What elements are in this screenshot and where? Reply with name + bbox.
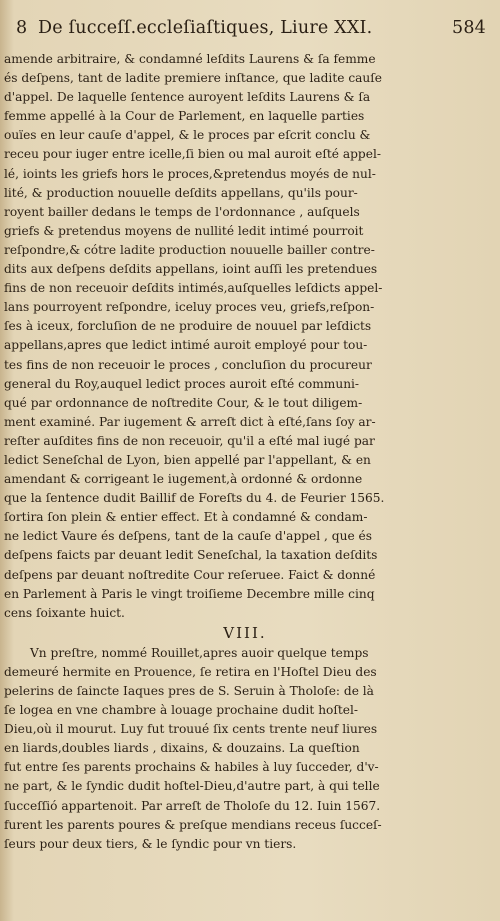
text-line: amendant & corrigeant le iugement,à ordonné & ordonne <box>4 472 363 487</box>
page-body <box>4 50 486 854</box>
text-line: és deſpens, tant de ladite premiere inſtance, que ladite cauſe <box>4 71 382 86</box>
text-line: ſucceſſió appartenoit. Par arreſt de Tholoſe du 12. Iuin 1567. <box>4 798 381 813</box>
text-line: fut entre ſes parents prochains & habiles à luy ſucceder, d'v- <box>4 760 379 775</box>
text-line: demeuré hermite en Prouence, ſe retira en l'Hoſtel Dieu des <box>4 664 377 679</box>
text-line: Dieu,où il mourut. Luy fut trouué ſix cents trente neuf liures <box>4 722 378 737</box>
text-line: griefs & pretendus moyens de nullité ledit intimé pourroit <box>4 223 364 238</box>
text-line: en Parlement à Paris le vingt troiſieme Decembre mille cinq <box>4 586 375 601</box>
text-line: qué par ordonnance de noſtredite Cour, & le tout diligem- <box>4 395 363 410</box>
running-title: De ſucceſſ.eccleſiaſtiques, Liure XXI. <box>38 18 373 38</box>
text-line: ne part, & le ſyndic dudit hoſtel-Dieu,d'autre part, à qui telle <box>4 779 380 794</box>
text-line: ment examiné. Par iugement & arreſt dict à eſté,ſans ſoy ar- <box>4 414 376 429</box>
page-number: 584 <box>451 18 486 38</box>
text-line: tes fins de non receuoir le proces , concluſion du procureur <box>4 357 372 372</box>
text-line: receu pour iuger entre icelle,ſi bien ou mal auroit eſté appel- <box>4 147 381 162</box>
folio-left: 8 <box>16 18 28 38</box>
text-line: en liards,doubles liards , dixains, & douzains. La queſtion <box>4 741 360 756</box>
text-line: que la ſentence dudit Baillif de Foreſts du 4. de Feurier 1565. <box>4 491 385 506</box>
text-line: furent les parents poures & preſque mendians receus ſucceſ- <box>4 817 382 832</box>
text-line: ſe logea en vne chambre à louage prochaine dudit hoſtel- <box>4 703 359 718</box>
text-line: reſter auſdites fins de non receuoir, qu'il a eſté mal iugé par <box>4 433 375 448</box>
text-line: ſes à iceux, forcluſion de ne produire de nouuel par leſdicts <box>4 319 372 334</box>
section-number: VIII. <box>223 623 267 642</box>
text-line: amende arbitraire, & condamné leſdits Laurens & ſa femme <box>4 52 376 66</box>
text-line: reſpondre,& cótre ladite production nouuelle bailler contre- <box>4 242 375 257</box>
text-line: Vn preſtre, nommé Rouillet,apres auoir quelque temps <box>30 645 369 660</box>
text-line: lé, ioints les griefs hors le proces,&pretendus moyés de nul- <box>4 166 376 181</box>
text-line: dits aux deſpens deſdits appellans, ioint auſſi les pretendues <box>4 262 378 277</box>
text-line: deſpens par deuant noſtredite Cour reſeruee. Faict & donné <box>4 567 376 582</box>
text-line: ſeurs pour deux tiers, & le ſyndic pour vn tiers. <box>4 836 297 851</box>
paragraph-rouillet <box>4 644 486 854</box>
text-line: ledict Seneſchal de Lyon, bien appellé par l'appellant, & en <box>4 452 371 467</box>
text-line: lans pourroyent reſpondre, iceluy proces veu, griefs,reſpon- <box>4 300 375 315</box>
text-line: fins de non receuoir deſdits intimés,auſquelles leſdicts appel- <box>4 281 383 296</box>
text-line: d'appel. De laquelle ſentence auroyent leſdits Laurens & ſa <box>4 90 371 105</box>
text-line: appellans,apres que ledict intimé auroit employé pour tou- <box>4 338 368 353</box>
text-line: pelerins de ſaincte Iaques pres de S. Seruin à Tholoſe: de là <box>4 684 374 698</box>
text-line: cens ſoixante huict. <box>4 605 125 620</box>
text-line: ſortira ſon plein & entier effect. Et à condamné & condam- <box>4 510 368 525</box>
text-line: royent bailler dedans le temps de l'ordonnance , auſquels <box>4 204 360 219</box>
text-line: lité, & production nouuelle deſdits appellans, qu'ils pour- <box>4 185 358 200</box>
text-line: deſpens faicts par deuant ledit Seneſchal, la taxation deſdits <box>4 548 378 563</box>
text-line: ne ledict Vaure és deſpens, tant de la cauſe d'appel , que és <box>4 529 372 544</box>
text-line: femme appellé à la Cour de Parlement, en laquelle parties <box>4 109 365 124</box>
text-line: general du Roy,auquel ledict proces auroit eſté communi- <box>4 376 360 391</box>
text-line: ouïes en leur cauſe d'appel, & le proces par eſcrit conclu & <box>4 128 371 143</box>
paragraph-decision <box>4 50 486 623</box>
running-header <box>14 18 486 46</box>
